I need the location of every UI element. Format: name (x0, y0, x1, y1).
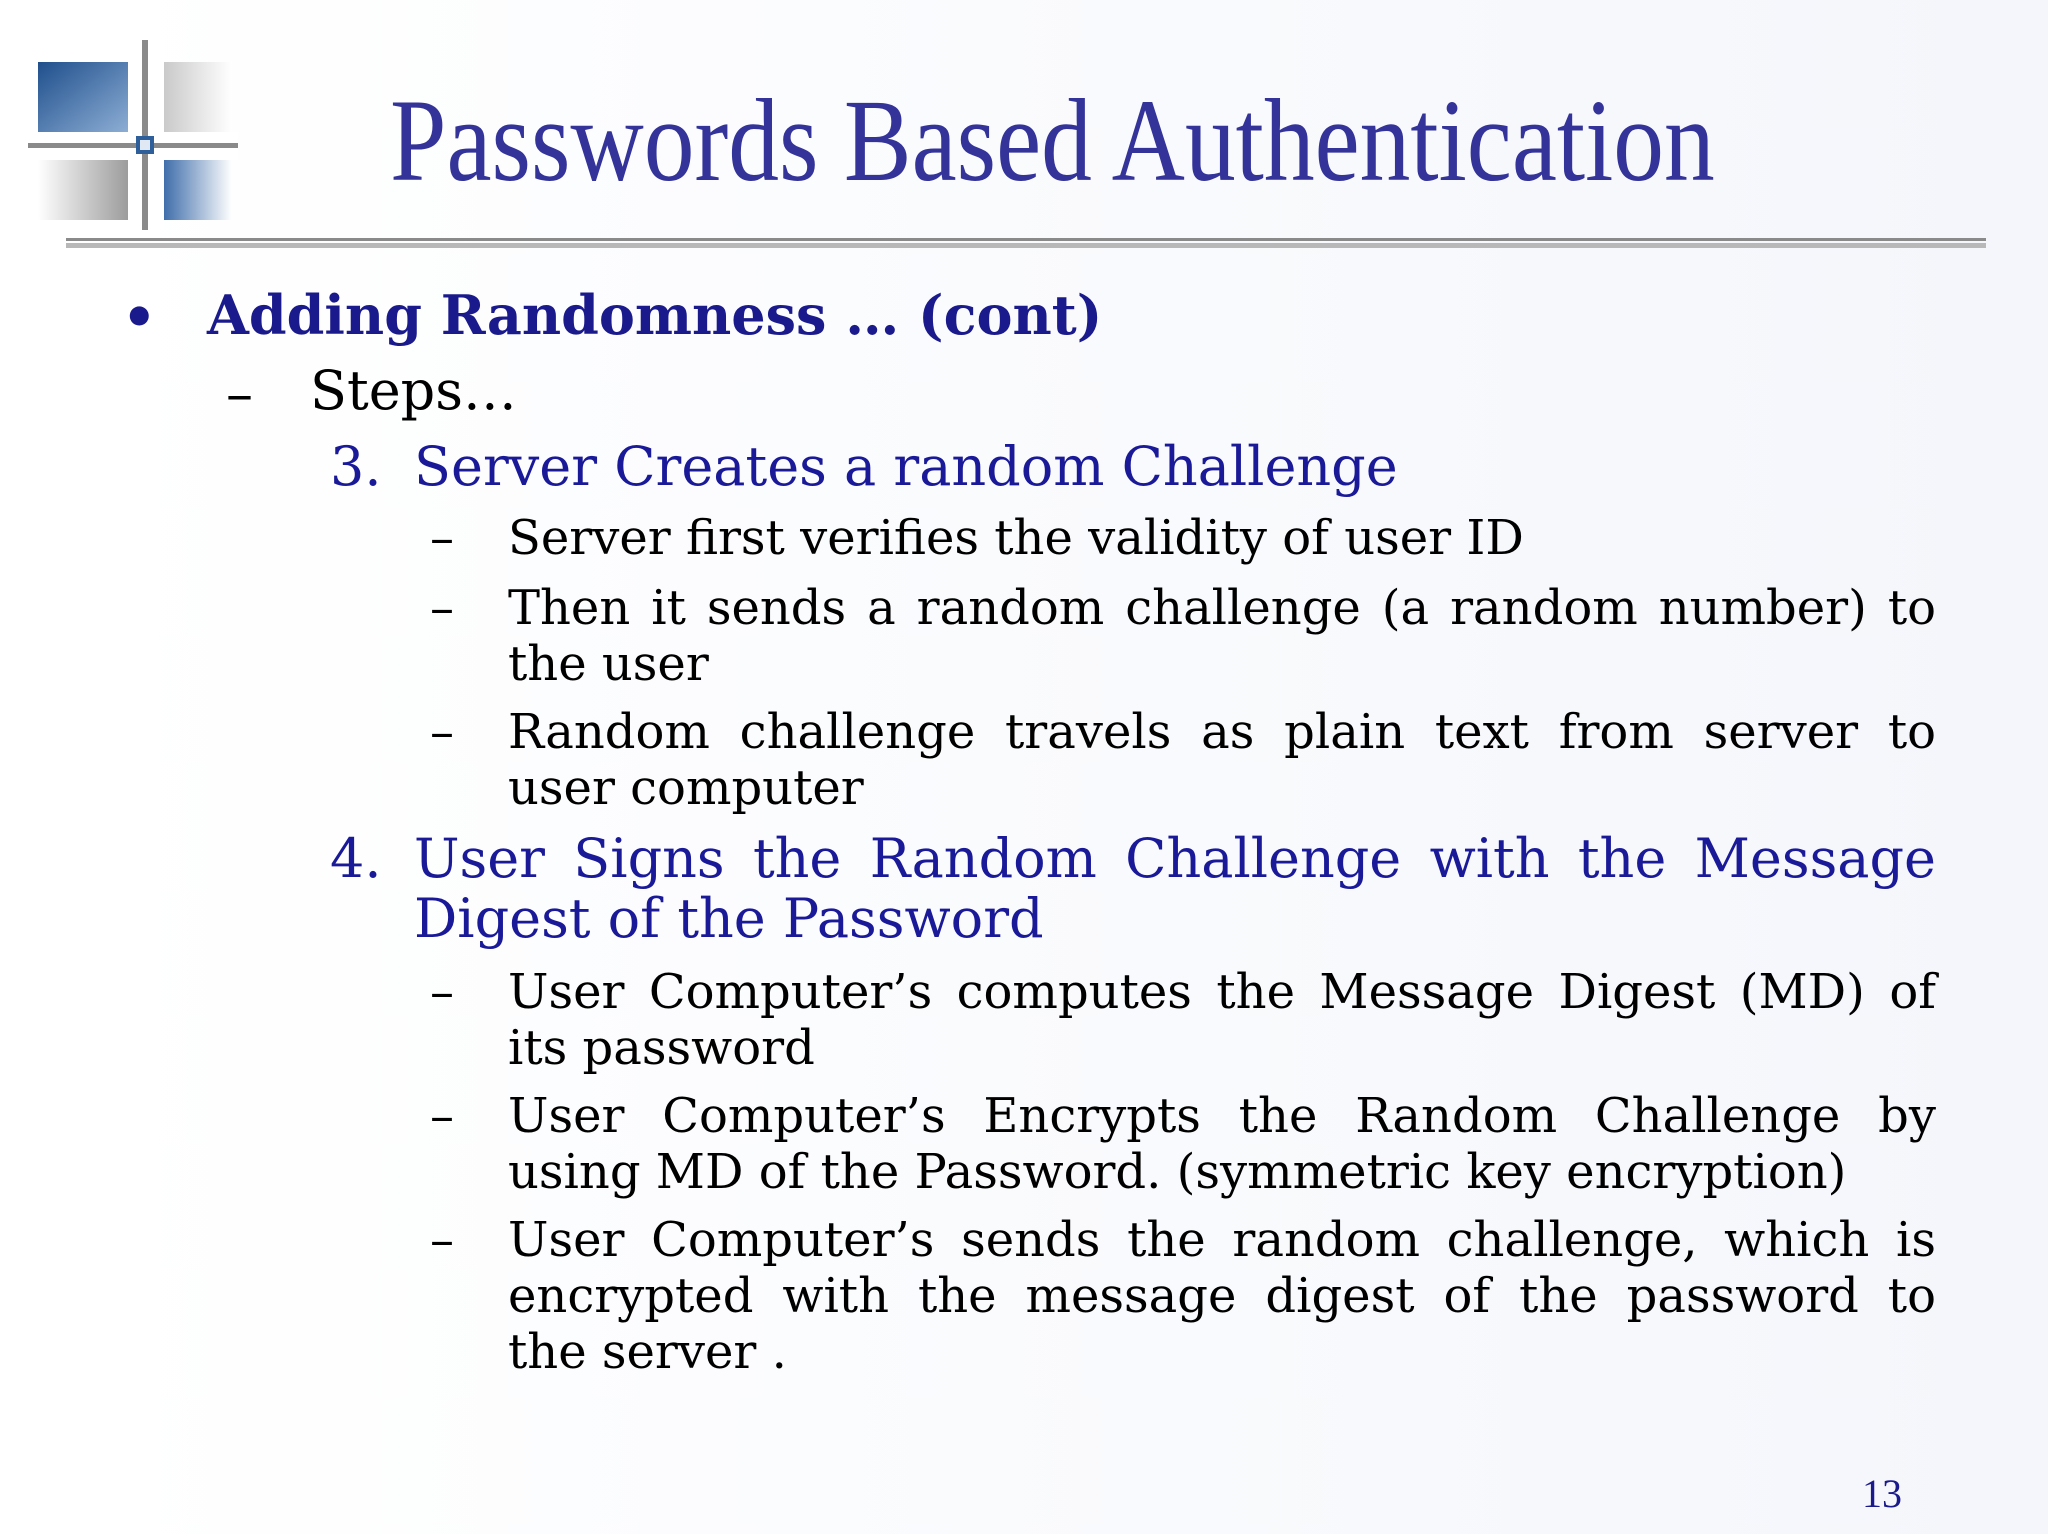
step4-item-1-line-2: its password (508, 1020, 815, 1076)
step3-item-3-line-1: Random challenge travels as plain text from server to (508, 704, 1936, 760)
step4-item-1-line-1: User Computer’s computes the Message Digest (MD) of (508, 964, 1936, 1020)
step4-item-3-line-2: encrypted with the message digest of the password to (508, 1268, 1936, 1324)
step3-item-2-line-2: the user (508, 636, 709, 692)
step4-item-2-marker: – (430, 1088, 454, 1144)
bullet-marker: • (122, 285, 157, 349)
step3-heading: Server Creates a random Challenge (414, 435, 1398, 498)
title-divider (66, 238, 1986, 248)
bullet-heading: Adding Randomness … (cont) (207, 283, 1103, 347)
step4-item-2-line-1: User Computer’s Encrypts the Random Challenge by (508, 1088, 1936, 1144)
step3-item-3-line-2: user computer (508, 760, 864, 816)
step3-item-3-marker: – (430, 704, 454, 760)
step4-item-3-line-3: the server . (508, 1324, 787, 1380)
step4-item-3-marker: – (430, 1212, 454, 1268)
step3-item-1-marker: – (430, 510, 454, 566)
step3-item-1-line-1: Server first verifies the validity of user ID (508, 510, 1524, 566)
step4-heading-line-2: Digest of the Password (414, 887, 1044, 950)
slide-logo-icon (28, 40, 238, 230)
step4-heading-line-1: User Signs the Random Challenge with the Message (414, 827, 1936, 890)
step4-item-2-line-2: using MD of the Password. (symmetric key encryption) (508, 1144, 1847, 1200)
sub-heading: Steps… (310, 359, 517, 422)
sub-marker: – (226, 362, 253, 425)
page-number: 13 (1862, 1471, 1902, 1516)
step4-number: 4. (330, 827, 382, 890)
step4-item-1-marker: – (430, 964, 454, 1020)
step4-item-3-line-1: User Computer’s sends the random challenge, which is (508, 1212, 1936, 1268)
step3-item-2-marker: – (430, 580, 454, 636)
slide-title: Passwords Based Authentication (390, 75, 1715, 206)
step3-number: 3. (330, 435, 382, 498)
step3-item-2-line-1: Then it sends a random challenge (a random number) to (508, 580, 1936, 636)
